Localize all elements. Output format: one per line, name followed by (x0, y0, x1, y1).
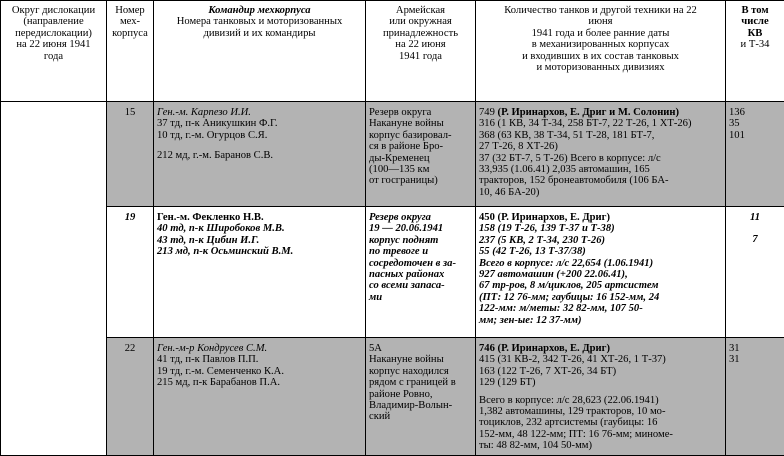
header-corps-number (107, 1, 154, 102)
affiliation-line: по тревоге и (369, 246, 472, 257)
equipment-sources: (Р. Иринархов, Е. Дриг и М. Солонин) (498, 107, 679, 118)
header-equipment-line: и входивших в их состав танковых (479, 51, 722, 62)
header-equipment-line: июня (479, 16, 722, 27)
header-commander (154, 1, 366, 102)
header-equipment-line: Количество танков и другой техники на 22 (479, 5, 722, 16)
corps-number-text: 15 (125, 107, 136, 118)
header-district-line: (направление (4, 16, 103, 27)
header-commander-line: дивизий и их командиры (157, 28, 362, 39)
header-kv-line: и Т-34 (729, 39, 781, 50)
affiliation-cell (366, 338, 476, 456)
header-commander-line: Номера танковых и моторизованных (157, 16, 362, 27)
header-number-line: Номер (110, 5, 150, 16)
equipment-line: Всего в корпусе: л/с 28,623 (22.06.1941) (479, 395, 722, 406)
affiliation-line: ми (369, 292, 472, 303)
affiliation-line: ский (369, 411, 472, 422)
affiliation-line: 19 — 20.06.1941 (369, 223, 472, 234)
affiliation-line: Накануне войны (369, 354, 472, 365)
corps-number-text: 22 (125, 343, 136, 354)
equipment-line: 158 (19 Т-26, 139 Т-37 и Т-38) (479, 223, 722, 234)
header-affiliation (366, 1, 476, 102)
equipment-line: 67 тр-ров, 8 м/циклов, 205 артсистем (479, 280, 722, 291)
affiliation-cell (366, 102, 476, 207)
equipment-total: 450 (479, 212, 495, 223)
header-commander-title: Командир мехкорпуса (157, 5, 362, 16)
header-affiliation-line: или окружная (369, 16, 472, 27)
division-line: 212 мд, г.-м. Баранов С.В. (157, 150, 362, 161)
affiliation-cell (366, 207, 476, 338)
equipment-line: 368 (63 КВ, 38 Т-34, 51 Т-28, 181 БТ-7, (479, 130, 722, 141)
table-row (1, 207, 784, 338)
kv-t34-cell (726, 207, 784, 338)
affiliation-line: от госграницы) (369, 175, 472, 186)
affiliation-line: со всеми запаса- (369, 280, 472, 291)
header-kv-t34 (726, 1, 784, 102)
header-row (1, 1, 784, 102)
header-affiliation-line: Армейская (369, 5, 472, 16)
header-district-line: на 22 июня 1941 (4, 39, 103, 50)
equipment-line: 237 (5 КВ, 2 Т-34, 230 Т-26) (479, 235, 722, 246)
equipment-cell (476, 102, 726, 207)
header-district-line: передислокации) (4, 28, 103, 39)
affiliation-line: районе Ровно, (369, 389, 472, 400)
commander-name: Ген.-м. Карпезо И.И. (157, 107, 362, 118)
commander-name: Ген.-м-р Кондрусев С.М. (157, 343, 362, 354)
division-line: 10 тд, г.-м. Огурцов С.Я. (157, 130, 362, 141)
affiliation-line: Накануне войны (369, 118, 472, 129)
header-affiliation-line: на 22 июня (369, 39, 472, 50)
kv-t34-value: 35 (729, 118, 781, 129)
table-row (1, 102, 784, 207)
equipment-line: (ПТ: 12 76-мм; гаубицы: 16 152-мм, 24 (479, 292, 722, 303)
header-district (1, 1, 107, 102)
division-line: 215 мд, п-к Барабанов П.А. (157, 377, 362, 388)
header-equipment-line: в механизированных корпусах (479, 39, 722, 50)
equipment-sources: (Р. Иринархов, Е. Дриг) (498, 212, 610, 223)
equipment-line: 415 (31 КВ-2, 342 Т-26, 41 ХТ-26, 1 Т-37) (479, 354, 722, 365)
header-number-line: корпуса (110, 28, 150, 39)
affiliation-line: корпус базировал- (369, 130, 472, 141)
affiliation-army: 5А (369, 343, 472, 354)
header-equipment-line: 1941 года и более ранние даты (479, 28, 722, 39)
equipment-line: Всего в корпусе: л/с 22,654 (1.06.1941) (479, 258, 722, 269)
commander-cell (154, 102, 366, 207)
division-line: 19 тд, г.-м. Семенченко К.А. (157, 366, 362, 377)
kv-t34-value: 31 (729, 343, 781, 354)
corps-number (107, 102, 154, 207)
kv-t34-value: 11 (729, 212, 781, 223)
header-kv-line: КВ (729, 28, 781, 39)
commander-cell (154, 338, 366, 456)
division-line: 43 тд, п-к Цибин И.Г. (157, 235, 362, 246)
header-kv-line: числе (729, 16, 781, 27)
equipment-line: 55 (42 Т-26, 13 Т-37/38) (479, 246, 722, 257)
equipment-line: мм; зен-ые: 12 37-мм) (479, 315, 722, 326)
commander-name: Ген.-м. Фекленко Н.В. (157, 212, 362, 223)
header-affiliation-line: 1941 года (369, 51, 472, 62)
header-kv-line: В том (729, 5, 781, 16)
equipment-line: 10, 46 БА-20) (479, 187, 722, 198)
commander-cell (154, 207, 366, 338)
district-cell (1, 102, 107, 456)
division-line: 37 тд, п-к Аникушкин Ф.Г. (157, 118, 362, 129)
equipment-sources: (Р. Иринархов, Е. Дриг) (498, 343, 610, 354)
equipment-line: 129 (129 БТ) (479, 377, 722, 388)
affiliation-line: Резерв округа (369, 212, 472, 223)
equipment-line: 33,935 (1.06.41) 2,035 автомашин, 165 (479, 164, 722, 175)
affiliation-line: Резерв округа (369, 107, 472, 118)
equipment-total: 749 (479, 107, 495, 118)
division-line: 213 мд, п-к Осьминский В.М. (157, 246, 362, 257)
equipment-line: 927 автомашин (+200 22.06.41), (479, 269, 722, 280)
affiliation-line: ды-Кременец (369, 153, 472, 164)
header-affiliation-line: принадлежность (369, 28, 472, 39)
equipment-line: тоциклов, 232 артсистемы (гаубицы: 16 (479, 417, 722, 428)
division-line: 40 тд, п-к Широбоков М.В. (157, 223, 362, 234)
affiliation-line: сосредоточен в за- (369, 258, 472, 269)
equipment-line: 316 (1 КВ, 34 Т-34, 258 БТ-7, 22 Т-26, 1 ХТ-26) (479, 118, 722, 129)
affiliation-line: корпус находился (369, 366, 472, 377)
equipment-line: 1,382 автомашины, 129 тракторов, 10 мо- (479, 406, 722, 417)
affiliation-line: корпус поднят (369, 235, 472, 246)
equipment-line: тракторов, 152 бронеавтомобиля (106 БА- (479, 175, 722, 186)
kv-t34-cell (726, 338, 784, 456)
affiliation-line: ся в районе Бро- (369, 141, 472, 152)
kv-t34-value: 7 (729, 234, 781, 245)
equipment-line: ты: 48 82-мм, 104 50-мм) (479, 440, 722, 451)
equipment-line: 152-мм, 48 122-мм; ПТ: 16 76-мм; миноме- (479, 429, 722, 440)
table-row (1, 338, 784, 456)
equipment-total: 746 (479, 343, 495, 354)
equipment-line: 163 (122 Т-26, 7 ХТ-26, 34 БТ) (479, 366, 722, 377)
kv-t34-value: 101 (729, 130, 781, 141)
kv-t34-cell (726, 102, 784, 207)
equipment-line: 122-мм: м/меты: 32 82-мм, 107 50- (479, 303, 722, 314)
equipment-line: 27 Т-26, 8 ХТ-26) (479, 141, 722, 152)
equipment-cell (476, 338, 726, 456)
header-equipment (476, 1, 726, 102)
affiliation-line: пасных районах (369, 269, 472, 280)
kv-t34-value: 31 (729, 354, 781, 365)
header-number-line: мех- (110, 16, 150, 27)
header-district-line: Округ дислокации (4, 5, 103, 16)
equipment-line: 37 (32 БТ-7, 5 Т-26) Всего в корпусе: л/с (479, 153, 722, 164)
corps-number (107, 207, 154, 338)
corps-number (107, 338, 154, 456)
affiliation-line: рядом с границей в (369, 377, 472, 388)
corps-number-text: 19 (125, 212, 136, 223)
equipment-cell (476, 207, 726, 338)
affiliation-line: (100—135 км (369, 164, 472, 175)
affiliation-line: Владимир-Волын- (369, 400, 472, 411)
header-equipment-line: и моторизованных дивизиях (479, 62, 722, 73)
division-line: 41 тд, п-к Павлов П.П. (157, 354, 362, 365)
header-district-line: года (4, 51, 103, 62)
kv-t34-value: 136 (729, 107, 781, 118)
